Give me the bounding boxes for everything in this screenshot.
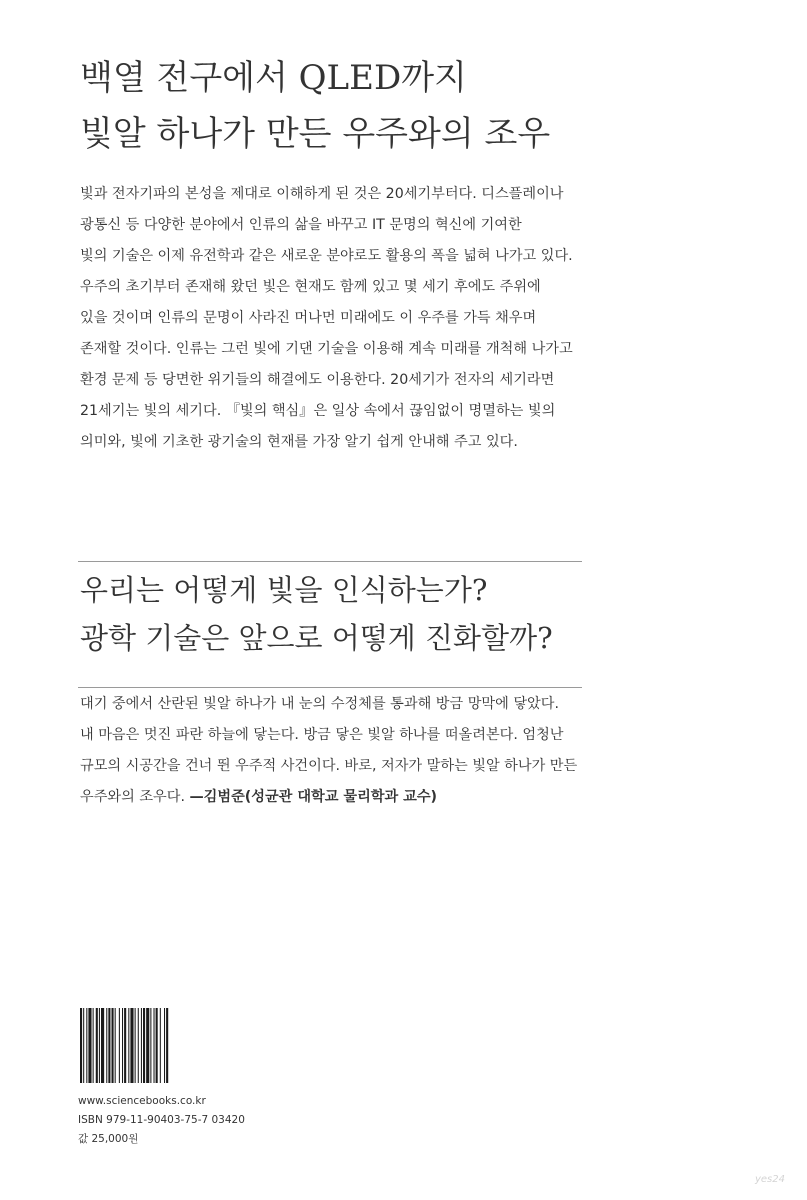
- price-label: 값 25,000원: [78, 1133, 139, 1145]
- intro-line: 의미와, 빛에 기초한 광기술의 현재를 가장 알기 쉽게 안내해 주고 있다.: [80, 434, 518, 450]
- intro-line: 빛의 기술은 이제 유전학과 같은 새로운 분야로도 활용의 폭을 넓혀 나가고 있다.: [80, 248, 573, 264]
- barcode-bar: [83, 1008, 84, 1083]
- barcode-bar: [99, 1008, 100, 1083]
- footer-info: [78, 1092, 245, 1149]
- barcode-bar: [166, 1008, 168, 1083]
- barcode-bar: [115, 1008, 116, 1083]
- question-line-2: 광학 기술은 앞으로 어떻게 진화할까?: [80, 621, 553, 655]
- review-line: 규모의 시공간을 건너 뛴 우주적 사건이다. 바로, 저자가 말하는 빛알 하나가 만든: [80, 758, 578, 774]
- barcode-bar: [160, 1008, 161, 1083]
- headline-line-1: 백열 전구에서 QLED까지: [80, 58, 467, 98]
- intro-line: 우주의 초기부터 존재해 왔던 빛은 현재도 함께 있고 몇 세기 후에도 주위에: [80, 279, 541, 295]
- barcode-bar: [108, 1008, 110, 1083]
- barcode-bar: [119, 1008, 120, 1083]
- barcode-bar: [141, 1008, 142, 1083]
- barcode-bar: [128, 1008, 129, 1083]
- review-last-line: [80, 782, 590, 813]
- barcode-bar: [86, 1008, 87, 1083]
- barcode-bar: [164, 1008, 165, 1083]
- barcode-bar: [154, 1008, 155, 1083]
- review-line: 내 마음은 멋진 파란 하늘에 닿는다. 방금 닿은 빛알 하나를 떠올려본다. 엄청난: [80, 727, 564, 743]
- barcode-bar: [122, 1008, 123, 1083]
- intro-line: 광통신 등 다양한 분야에서 인류의 삶을 바꾸고 IT 문명의 혁신에 기여한: [80, 217, 522, 233]
- barcode-bar: [96, 1008, 98, 1083]
- intro-line: 존재할 것이다. 인류는 그런 빛에 기댄 기술을 이용해 계속 미래를 개척해 나가고: [80, 341, 573, 357]
- barcode-bar: [106, 1008, 107, 1083]
- review-line: 우주와의 조우다.: [80, 789, 185, 805]
- barcode-bar: [150, 1008, 151, 1083]
- review-line: 대기 중에서 산란된 빛알 하나가 내 눈의 수정체를 통과해 방금 망막에 닿았다.: [80, 696, 559, 712]
- barcode-bar: [124, 1008, 126, 1083]
- intro-line: 21세기는 빛의 세기다. 『빛의 핵심』은 일상 속에서 끊임없이 명멸하는 빛의: [80, 403, 556, 419]
- barcode-bar: [93, 1008, 94, 1083]
- review-paragraph: [80, 689, 590, 813]
- watermark-logo: yes24: [754, 1174, 785, 1185]
- barcode-bar: [146, 1008, 149, 1083]
- barcode-bar: [138, 1008, 139, 1083]
- headline-line-2: 빛알 하나가 만든 우주와의 조우: [80, 114, 551, 154]
- question-line-1: 우리는 어떻게 빛을 인식하는가?: [80, 573, 488, 607]
- barcode-bar: [156, 1008, 158, 1083]
- barcode-bar: [80, 1008, 82, 1083]
- divider-bottom: [78, 687, 582, 688]
- intro-line: 환경 문제 등 당면한 위기들의 해결에도 이용한다. 20세기가 전자의 세기라면: [80, 372, 555, 388]
- barcode-bar: [101, 1008, 104, 1083]
- isbn-label: ISBN 979-11-90403-75-7 03420: [78, 1114, 245, 1126]
- intro-paragraph: [80, 179, 590, 458]
- publisher-website: www.sciencebooks.co.kr: [78, 1095, 206, 1107]
- barcode: [80, 1008, 200, 1083]
- barcode-bar: [143, 1008, 145, 1083]
- review-attribution: —김범준(성균관 대학교 물리학과 교수): [189, 789, 438, 805]
- barcode-bar: [130, 1008, 133, 1083]
- question-heading: [80, 566, 553, 662]
- intro-line: 빛과 전자기파의 본성을 제대로 이해하게 된 것은 20세기부터다. 디스플레이나: [80, 186, 564, 202]
- divider-top: [78, 561, 582, 562]
- intro-line: 있을 것이며 인류의 문명이 사라진 머나먼 미래에도 이 우주를 가득 채우며: [80, 310, 537, 326]
- barcode-bar: [112, 1008, 114, 1083]
- barcode-bar: [88, 1008, 91, 1083]
- barcode-bar: [135, 1008, 136, 1083]
- headline: [80, 50, 550, 162]
